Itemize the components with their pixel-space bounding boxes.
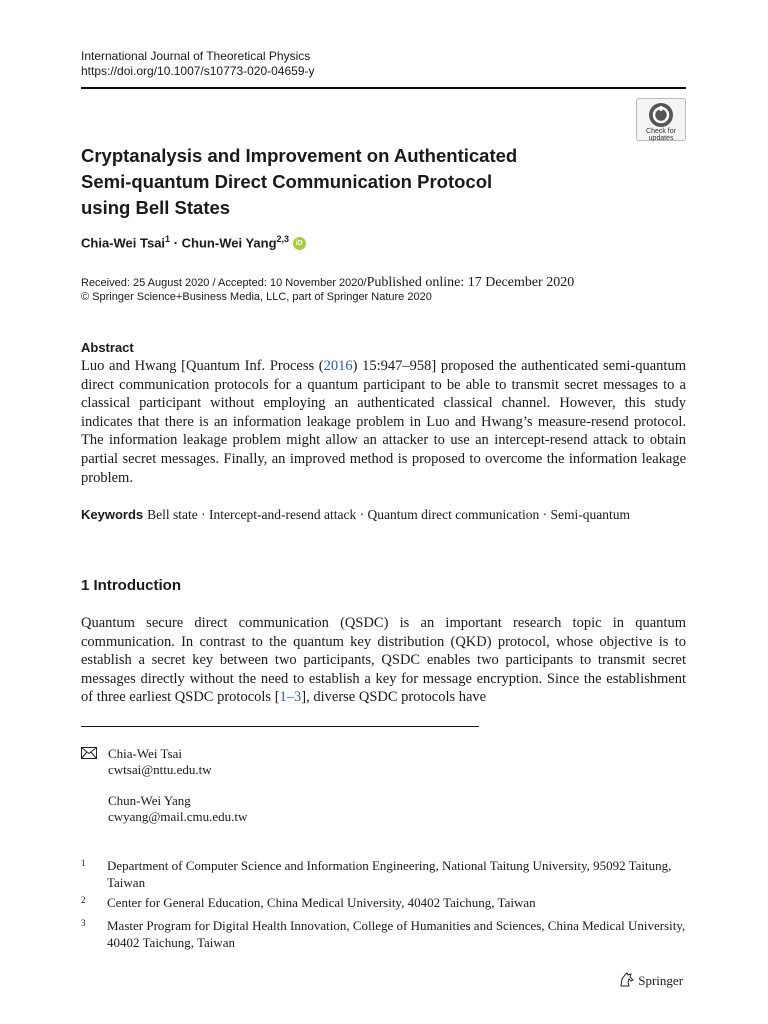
citation-link-1-3[interactable]: 1–3 [279,689,302,706]
abstract-text-end: ) 15:947–958] proposed the authenticated semi-quantum direct communication protocols for a quantum participant to be able to transmit secret messages to a classical participant without employing an authenticated classical channel. However, this study indicates that there is an information leakage problem in Luo and Hwang’s measure-resend protocol. The information leakage problem might allow an attacker to use an intercept-resend attack to obtain partial secret messages. Finally, an improved method is proposed to overcome the information leakage problem. [81,358,686,486]
citation-link-2016[interactable]: 2016 [323,358,353,374]
affiliation-1-text: Department of Computer Science and Information Engineering, National Taitung University, 95092 Taitung, Taiwan [107,858,672,890]
title-line-3: using Bell States [81,197,231,218]
title-line-2: Semi-quantum Direct Communication Protocol [81,171,493,192]
section-heading-introduction: 1 Introduction [81,577,181,594]
envelope-icon [81,747,97,759]
contact-2-name: Chun-Wei Yang [108,793,191,808]
published-online: Published online: 17 December 2020 [366,275,575,290]
author-1-affiliation: 1 [165,234,171,244]
affiliation-1-number: 1 [81,858,86,868]
journal-header [81,49,315,79]
contact-1-email[interactable]: cwtsai@nttu.edu.tw [108,762,212,777]
received-accepted: Received: 25 August 2020 / Accepted: 10 November 2020/ [81,277,367,289]
contact-2-email[interactable]: cwyang@mail.cmu.edu.tw [108,809,248,824]
abstract-body [81,357,686,487]
intro-text-end: ], diverse QSDC protocols have [301,689,487,706]
keywords-text: Bell state · Intercept-and-resend attack · Quantum direct communication · Semi-quantum [147,507,630,522]
contact-1-name: Chia-Wei Tsai [108,746,182,761]
copyright: © Springer Science+Business Media, LLC, part of Springer Nature 2020 [81,291,432,303]
affiliation-2-text: Center for General Education, China Medical University, 40402 Taichung, Taiwan [107,895,536,910]
affiliation-3 [81,917,686,951]
author-2-affiliation: 2,3 [276,234,290,244]
publication-dates [81,276,691,304]
author-1[interactable]: Chia-Wei Tsai [81,235,166,251]
abstract-text-start: Luo and Hwang [Quantum Inf. Process ( [81,358,324,374]
affiliation-2-number: 2 [81,895,86,905]
affiliation-2 [81,894,686,911]
springer-label: Springer [638,973,684,988]
keywords [81,505,686,524]
affiliation-3-text: Master Program for Digital Health Innovation, College of Humanities and Sciences, China Medical University, 40402 Taichung, Taiwan [107,918,686,950]
author-separator: · [173,235,179,251]
intro-text-start: Quantum secure direct communication (QSDC) is an important research topic in quantum communication. In contrast to the quantum key distribution (QKD) protocol, whose objective is to establish a secret key between two participants, QSDC enables two participants to transmit secret messages directly without the need to establish a key for message encryption. Since the establishment of three earliest QSDC protocols [ [81,615,686,706]
author-list [81,234,306,250]
author-2[interactable]: Chun-Wei Yang [181,235,277,251]
paper-title [81,143,601,221]
title-line-1: Cryptanalysis and Improvement on Authenticated [81,145,518,166]
badge-line1: Check for [646,128,676,135]
check-for-updates-badge[interactable] [636,98,686,141]
affiliation-1 [81,857,686,891]
journal-name: International Journal of Theoretical Physics [81,49,311,63]
springer-logo [619,972,683,989]
header-rule [81,87,686,89]
springer-horse-icon [619,972,635,987]
introduction-body [81,614,686,707]
contact-1 [108,746,212,778]
check-updates-icon [648,102,674,128]
affiliation-3-number: 3 [81,918,86,928]
keywords-label: Keywords [81,507,144,522]
doi-link[interactable]: https://doi.org/10.1007/s10773-020-04659-y [81,64,315,78]
footnote-rule [81,726,479,727]
orcid-icon[interactable]: iD [293,237,306,250]
abstract-heading: Abstract [81,340,134,355]
contact-2 [108,793,247,825]
badge-line2: updates [648,135,674,142]
